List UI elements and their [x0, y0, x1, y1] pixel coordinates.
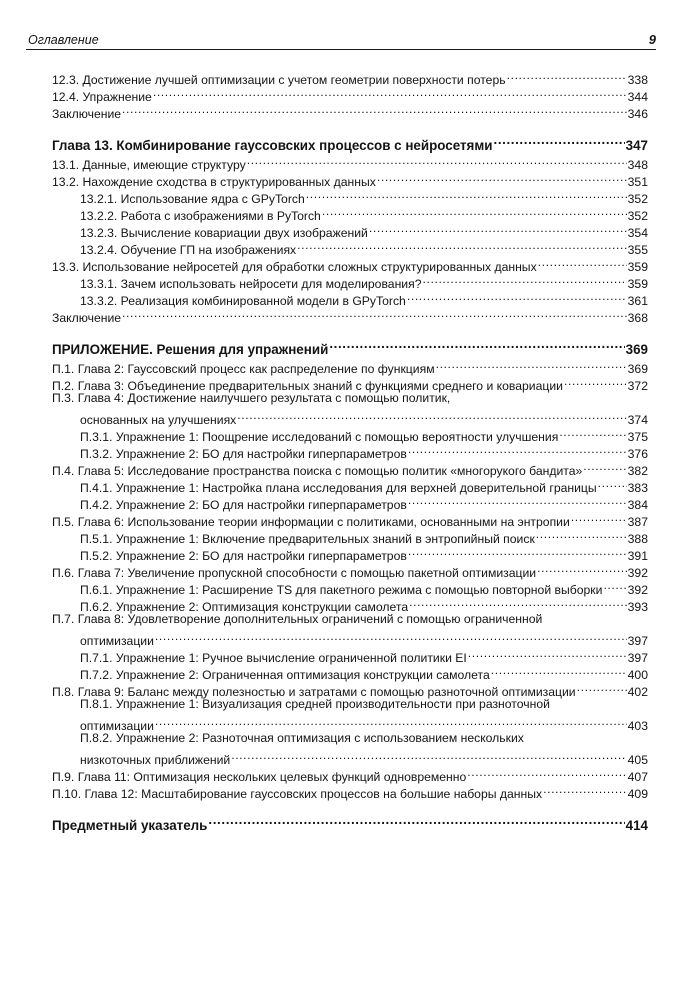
toc-entry-title: П.3.1. Упражнение 1: Поощрение исследований с помощью вероятности улучшения: [80, 430, 559, 444]
dot-leader: [122, 101, 627, 118]
toc-page-number: 382: [627, 464, 648, 478]
dot-leader: [409, 594, 627, 611]
dot-leader: [122, 305, 627, 322]
toc-chapter-entry[interactable]: [52, 811, 648, 833]
dot-leader: [377, 169, 627, 186]
toc-entry-title: П.8.1. Упражнение 1: Визуализация средней производительности при разноточной: [80, 697, 550, 711]
toc-entry-title: П.4.2. Упражнение 2: БО для настройки гиперпараметров: [80, 498, 407, 512]
dot-leader: [543, 781, 627, 798]
toc-entry[interactable]: [52, 713, 648, 733]
toc-page-number: 393: [627, 600, 648, 614]
toc-entry-title: П.6.1. Упражнение 1: Расширение TS для пакетного режима с помощью повторной выборки: [80, 583, 603, 597]
dot-leader: [297, 237, 627, 254]
toc-entry[interactable]: [52, 747, 648, 767]
toc-entry-title: П.9. Глава 11: Оптимизация нескольких целевых функций одновременно: [52, 770, 467, 784]
toc-page-number: 405: [627, 753, 648, 767]
toc-entry-title: Глава 13. Комбинирование гауссовских процессов с нейросетями: [52, 138, 493, 153]
toc-entry-title: П.5. Глава 6: Использование теории информации с политиками, основанными на энтропии: [52, 515, 570, 529]
dot-leader: [583, 458, 626, 475]
toc-entry-title: П.8.2. Упражнение 2: Разноточная оптимизация с использованием нескольких: [80, 731, 524, 745]
toc-entry[interactable]: [52, 628, 648, 648]
toc-entry-title: П.8. Глава 9: Баланс между полезностью и затратами с помощью разноточной оптимизации: [52, 685, 576, 699]
toc-entry-title: П.1. Глава 2: Гауссовский процесс как распределение по функциям: [52, 362, 435, 376]
toc-entry-title: П.7.2. Упражнение 2: Ограниченная оптимизация конструкции самолета: [80, 668, 490, 682]
dot-leader: [407, 288, 627, 305]
dot-leader: [237, 407, 626, 424]
header-title: Оглавление: [28, 33, 99, 47]
dot-leader: [436, 356, 627, 373]
dot-leader: [491, 662, 627, 679]
toc-entry-title: П.5.2. Упражнение 2: БО для настройки гиперпараметров: [80, 549, 407, 563]
toc-entry-title: ПРИЛОЖЕНИЕ. Решения для упражнений: [52, 342, 329, 357]
toc-entry[interactable]: [52, 67, 648, 87]
toc-entry-title: П.7. Глава 8: Удовлетворение дополнительных ограничений с помощью ограниченной: [52, 612, 543, 626]
toc-page-number: 346: [627, 107, 648, 121]
dot-leader: [536, 526, 627, 543]
toc-page-number: 388: [627, 532, 648, 546]
dot-leader: [408, 441, 627, 458]
dot-leader: [423, 271, 627, 288]
toc-page-number: 354: [627, 226, 648, 240]
toc-page-number: 361: [627, 294, 648, 308]
dot-leader: [231, 747, 626, 764]
dot-leader: [369, 220, 627, 237]
dot-leader: [153, 84, 627, 101]
dot-leader: [571, 509, 627, 526]
toc-entry-title: П.6. Глава 7: Увеличение пропускной способности с помощью пакетной оптимизации: [52, 566, 537, 580]
toc-page-number: 369: [627, 362, 648, 376]
toc-chapter-entry[interactable]: [52, 335, 648, 357]
toc-entry-title: 13.1. Данные, имеющие структуру: [52, 158, 246, 172]
toc-entry-title: оптимизации: [80, 634, 154, 648]
toc-entry-title: 13.2.2. Работа с изображениями в PyTorch: [80, 209, 321, 223]
toc-page-number: 352: [627, 209, 648, 223]
toc-entry[interactable]: [52, 305, 648, 325]
dot-leader: [507, 67, 627, 84]
toc-page-number: 397: [627, 651, 648, 665]
chapter-spacer: [52, 322, 648, 335]
dot-leader: [467, 764, 626, 781]
dot-leader: [247, 152, 627, 169]
toc-page-number: 375: [627, 430, 648, 444]
dot-leader: [155, 713, 627, 730]
toc-entry-title: низкоточных приближений: [80, 753, 231, 767]
toc-entry-title: 13.3.1. Зачем использовать нейросети для моделирования?: [80, 277, 422, 291]
toc-entry-title: П.4.1. Упражнение 1: Настройка плана исследования для верхней доверительной границы: [80, 481, 597, 495]
toc-page-number: 376: [627, 447, 648, 461]
dot-leader: [494, 131, 625, 150]
toc-page-number: 392: [627, 583, 648, 597]
toc-entry-title: П.5.1. Упражнение 1: Включение предварительных знаний в энтропийный поиск: [80, 532, 535, 546]
dot-leader: [208, 811, 624, 830]
toc-page-number: 368: [627, 311, 648, 325]
chapter-spacer: [52, 118, 648, 131]
toc-page-number: 387: [627, 515, 648, 529]
toc-entry-title: П.2. Глава 3: Объединение предварительных знаний с функциями среднего и ковариации: [52, 379, 563, 393]
toc-entry-title: П.3. Глава 4: Достижение наилучшего результата с помощью политик,: [52, 391, 451, 405]
toc-page-number: 402: [627, 685, 648, 699]
dot-leader: [468, 645, 627, 662]
toc-chapter-entry[interactable]: [52, 131, 648, 153]
dot-leader: [559, 424, 626, 441]
toc-entry-title: оптимизации: [80, 719, 154, 733]
toc-page-number: 348: [627, 158, 648, 172]
toc-page-number: 397: [627, 634, 648, 648]
toc-entry-title: основанных на улучшениях: [80, 413, 237, 427]
toc-entry[interactable]: [52, 101, 648, 121]
toc-entry-title: 12.3. Достижение лучшей оптимизации с учетом геометрии поверхности потерь: [52, 73, 506, 87]
toc-page-number: 407: [627, 770, 648, 784]
toc-entry-title: 13.2.4. Обучение ГП на изображениях: [80, 243, 297, 257]
toc-entry[interactable]: [52, 152, 648, 172]
toc-page-number: 347: [625, 138, 648, 153]
dot-leader: [598, 475, 627, 492]
toc-entry[interactable]: [52, 611, 648, 628]
toc-entry[interactable]: [52, 356, 648, 376]
toc-entry-title: П.6.2. Упражнение 2: Оптимизация конструкции самолета: [80, 600, 409, 614]
toc-page-number: 352: [627, 192, 648, 206]
toc-page-number: 403: [627, 719, 648, 733]
toc-entry-title: Заключение: [52, 107, 122, 121]
toc-page-number: 338: [627, 73, 648, 87]
dot-leader: [306, 186, 627, 203]
toc-entry-title: 13.2.3. Вычисление ковариации двух изображений: [80, 226, 368, 240]
toc-entry-title: 13.2.1. Использование ядра с GPyTorch: [80, 192, 305, 206]
dot-leader: [329, 335, 624, 354]
dot-leader: [537, 560, 627, 577]
toc-entry-title: П.3.2. Упражнение 2: БО для настройки гиперпараметров: [80, 447, 407, 461]
running-header: [26, 31, 656, 50]
toc-page-number: 409: [627, 787, 648, 801]
dot-leader: [155, 628, 627, 645]
toc-page-number: 351: [627, 175, 648, 189]
toc-page-number: 344: [627, 90, 648, 104]
toc-page-number: 383: [627, 481, 648, 495]
toc-page-number: 384: [627, 498, 648, 512]
dot-leader: [577, 679, 627, 696]
toc-page-number: 414: [625, 818, 648, 833]
dot-leader: [564, 373, 627, 390]
toc-page-number: 369: [625, 342, 648, 357]
toc-page-number: 355: [627, 243, 648, 257]
dot-leader: [408, 543, 627, 560]
dot-leader: [322, 203, 627, 220]
toc-entry[interactable]: [52, 407, 648, 427]
toc-entry-title: 12.4. Упражнение: [52, 90, 152, 104]
dot-leader: [538, 254, 627, 271]
toc-entry-title: Заключение: [52, 311, 122, 325]
toc-entry-title: П.7.1. Упражнение 1: Ручное вычисление ограниченной политики EI: [80, 651, 467, 665]
toc-entry-title: Предметный указатель: [52, 818, 208, 833]
toc-entry-title: 13.3. Использование нейросетей для обработки сложных структурированных данных: [52, 260, 537, 274]
toc-page-number: 400: [627, 668, 648, 682]
dot-leader: [408, 492, 627, 509]
toc-page-number: 391: [627, 549, 648, 563]
header-page-number: 9: [648, 32, 656, 47]
toc-page-number: 372: [627, 379, 648, 393]
toc-entry[interactable]: [52, 730, 648, 747]
toc-entry-title: П.4. Глава 5: Исследование пространства поиска с помощью политик «многорукого бандита»: [52, 464, 583, 478]
toc-page-number: 392: [627, 566, 648, 580]
toc-entry-title: 13.3.2. Реализация комбинированной модели в GPyTorch: [80, 294, 406, 308]
dot-leader: [603, 577, 626, 594]
table-of-contents: [52, 67, 648, 832]
toc-page-number: 359: [627, 260, 648, 274]
toc-entry-title: 13.2. Нахождение сходства в структурированных данных: [52, 175, 376, 189]
toc-page-number: 374: [627, 413, 648, 427]
toc-entry-title: П.10. Глава 12: Масштабирование гауссовских процессов на большие наборы данных: [52, 787, 543, 801]
toc-page-number: 359: [627, 277, 648, 291]
